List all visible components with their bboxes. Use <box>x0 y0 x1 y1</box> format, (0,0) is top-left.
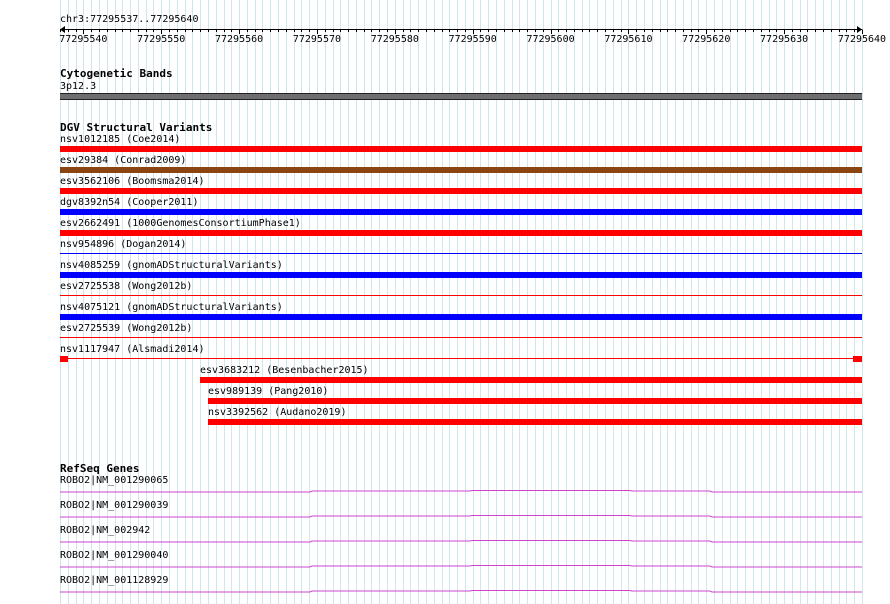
ruler-tick-label: 77295640 <box>837 34 887 45</box>
ruler-tick-label: 77295620 <box>682 34 731 45</box>
ruler-tick-label: 77295630 <box>760 34 809 45</box>
cytoband-label: 3p12.3 <box>60 81 97 92</box>
dgv-feature-label[interactable]: esv3562106 (Boomsma2014) <box>60 176 205 187</box>
ruler-tick-label: 77295590 <box>448 34 497 45</box>
refseq-transcript-label[interactable]: ROBO2|NM_001290065 <box>60 475 169 486</box>
ruler-tick-label: 77295540 <box>59 34 108 45</box>
refseq-transcript-label[interactable]: ROBO2|NM_001290039 <box>60 500 169 511</box>
dgv-feature-label[interactable]: esv29384 (Conrad2009) <box>60 155 187 166</box>
dgv-feature-label[interactable]: nsv1012185 (Coe2014) <box>60 134 181 145</box>
dgv-track-title: DGV Structural Variants <box>60 121 213 134</box>
refseq-intron-line[interactable] <box>60 491 862 493</box>
dgv-feature-label[interactable]: dgv8392n54 (Cooper2011) <box>60 197 199 208</box>
dgv-feature-label[interactable]: esv989139 (Pang2010) <box>208 386 329 397</box>
dgv-feature-label[interactable]: nsv4085259 (gnomADStructuralVariants) <box>60 260 283 271</box>
refseq-intron-line[interactable] <box>60 541 862 543</box>
ruler-tick-label: 77295610 <box>604 34 653 45</box>
dgv-feature-label[interactable]: nsv954896 (Dogan2014) <box>60 239 187 250</box>
refseq-transcript-label[interactable]: ROBO2|NM_001128929 <box>60 575 169 586</box>
dgv-feature-label[interactable]: nsv3392562 (Audano2019) <box>208 407 347 418</box>
refseq-transcript-label[interactable]: ROBO2|NM_002942 <box>60 525 151 536</box>
dgv-feature-label[interactable]: nsv1117947 (Alsmadi2014) <box>60 344 205 355</box>
dgv-feature-label[interactable]: nsv4075121 (gnomADStructuralVariants) <box>60 302 283 313</box>
dgv-feature-label[interactable]: esv3683212 (Besenbacher2015) <box>200 365 369 376</box>
ruler-tick-label: 77295550 <box>137 34 186 45</box>
range-label: chr3:77295537..77295640 <box>60 14 199 25</box>
ruler-tick-label: 77295600 <box>526 34 575 45</box>
cytoband-track-title: Cytogenetic Bands <box>60 67 173 80</box>
dgv-feature-label[interactable]: esv2662491 (1000GenomesConsortiumPhase1) <box>60 218 301 229</box>
refseq-intron-line[interactable] <box>60 566 862 568</box>
refseq-transcript-label[interactable]: ROBO2|NM_001290040 <box>60 550 169 561</box>
ruler-tick-label: 77295560 <box>214 34 264 45</box>
ruler-tick-label: 77295580 <box>370 34 419 45</box>
dgv-feature-label[interactable]: esv2725538 (Wong2012b) <box>60 281 193 292</box>
refseq-intron-line[interactable] <box>60 591 862 593</box>
dgv-feature-label[interactable]: esv2725539 (Wong2012b) <box>60 323 193 334</box>
ruler-tick-label: 77295570 <box>292 34 342 45</box>
refseq-intron-line[interactable] <box>60 516 862 518</box>
refseq-track-title: RefSeq Genes <box>60 462 140 475</box>
